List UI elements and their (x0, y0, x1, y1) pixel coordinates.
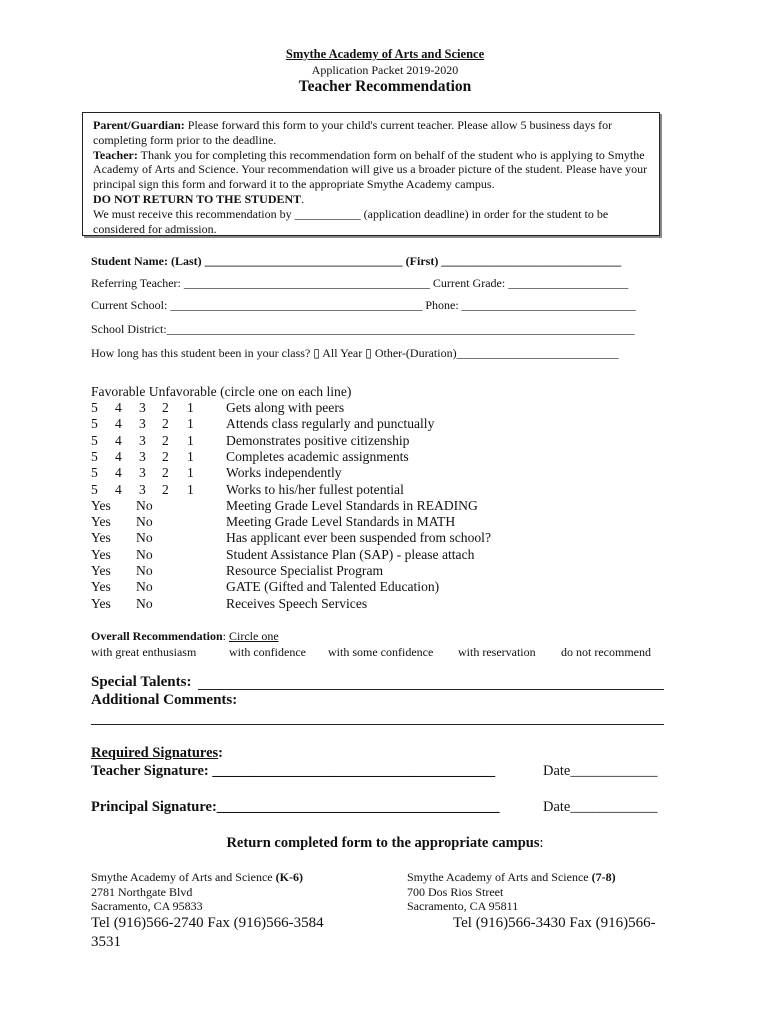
yes-option[interactable]: Yes (91, 579, 111, 595)
rating-score-option[interactable]: 1 (187, 465, 194, 481)
rating-score-option[interactable]: 2 (162, 448, 169, 464)
rating-score-option[interactable]: 2 (162, 432, 169, 448)
required-signatures-heading: Required Signatures: (91, 745, 224, 761)
rating-score-option[interactable]: 3 (139, 481, 146, 497)
principal-date-field[interactable]: Date____________ (543, 799, 658, 815)
campus-78-address: Smythe Academy of Arts and Science (7-8) 700 Dos Rios Street Sacramento, CA 95811 (407, 870, 616, 914)
rating-score-option[interactable]: 1 (187, 432, 194, 448)
page-title: Teacher Recommendation (298, 78, 472, 95)
yesno-criterion-label: Has applicant ever been suspended from school? (226, 530, 491, 546)
campus-k6-address: Smythe Academy of Arts and Science (K-6) 2781 Northgate Blvd Sacramento, CA 95833 (91, 870, 303, 914)
no-option[interactable]: No (136, 595, 153, 611)
rating-criterion-label: Works to his/her fullest potential (226, 481, 404, 497)
yesno-criterion-label: Receives Speech Services (226, 595, 368, 611)
rating-score-option[interactable]: 1 (187, 416, 194, 432)
do-not-return-notice: DO NOT RETURN TO THE STUDENT. (93, 191, 305, 206)
rating-score-option[interactable]: 2 (162, 481, 169, 497)
rating-criterion-label: Attends class regularly and punctually (226, 416, 435, 432)
rating-score-option[interactable]: 4 (115, 400, 122, 415)
yesno-criterion-label: Resource Specialist Program (226, 563, 384, 578)
teacher-date-field[interactable]: Date____________ (543, 763, 658, 779)
rating-score-option[interactable]: 4 (115, 481, 122, 497)
rating-criterion-label: Completes academic assignments (226, 448, 409, 464)
yesno-criterion-label: GATE (Gifted and Talented Education) (226, 579, 440, 595)
yes-option[interactable]: Yes (91, 514, 111, 530)
rating-score-option[interactable]: 2 (162, 400, 169, 415)
rating-score-option[interactable]: 4 (115, 416, 122, 432)
deadline-text: We must receive this recommendation by ___________ (application deadline) in order for the student to be considered for admission. (93, 206, 609, 236)
packet-label: Application Packet 2019-2020 (311, 63, 459, 77)
overall-recommendation: Overall Recommendation: Circle one (91, 629, 279, 643)
rating-heading: Favorable Unfavorable (circle one on each line) (91, 384, 352, 399)
rating-grid (0, 400, 770, 620)
yes-option[interactable]: Yes (91, 595, 111, 611)
no-option[interactable]: No (136, 514, 153, 530)
rating-criterion-label: Gets along with peers (226, 400, 345, 415)
instructions-box (82, 112, 660, 236)
rating-score-option[interactable]: 4 (115, 448, 122, 464)
yesno-criterion-label: Meeting Grade Level Standards in READING (226, 497, 478, 513)
yes-option[interactable]: Yes (91, 546, 111, 562)
rating-score-option[interactable]: 3 (139, 416, 146, 432)
yes-option[interactable]: Yes (91, 497, 111, 513)
school-name: Smythe Academy of Arts and Science (285, 47, 485, 61)
rating-score-option[interactable]: 5 (91, 416, 98, 432)
special-talents-line[interactable] (198, 689, 664, 690)
referring-teacher-field[interactable]: Referring Teacher: _________________________________________ Current Grade: ____________________ (91, 276, 629, 290)
student-name-field[interactable]: Student Name: (Last) _________________________________ (First) ______________________________ (91, 254, 622, 268)
parent-text: Please forward this form to your child's current teacher. Please allow 5 business days for completing form prior to the deadline. (93, 118, 613, 147)
circle-one-instruction: Circle one (229, 629, 279, 643)
yesno-criterion-label: Student Assistance Plan (SAP) - please attach (226, 546, 475, 562)
no-option[interactable]: No (136, 563, 153, 578)
teacher-instructions (93, 148, 651, 192)
rating-criterion-label: Works independently (226, 465, 342, 481)
rating-criterion-label: Demonstrates positive citizenship (226, 432, 410, 448)
recommend-option[interactable]: with reservation (458, 645, 536, 659)
parent-label: Parent/Guardian: (93, 118, 185, 132)
rating-score-option[interactable]: 5 (91, 465, 98, 481)
recommend-option[interactable]: with confidence (229, 645, 306, 659)
campus-78-phone: Tel (916)566-3430 Fax (916)566- (453, 915, 656, 931)
rating-score-option[interactable]: 4 (115, 432, 122, 448)
return-instructions: Return completed form to the appropriate campus: (226, 835, 544, 851)
yesno-criterion-label: Meeting Grade Level Standards in MATH (226, 514, 456, 530)
yes-option[interactable]: Yes (91, 563, 111, 578)
rating-score-option[interactable]: 2 (162, 465, 169, 481)
rating-score-option[interactable]: 1 (187, 400, 194, 415)
special-talents-label: Special Talents: (91, 674, 192, 690)
rating-score-option[interactable]: 3 (139, 432, 146, 448)
time-in-class-field[interactable]: How long has this student been in your class? ▯ All Year ▯ Other-(Duration)___________________________ (91, 346, 619, 360)
rating-score-option[interactable]: 3 (139, 400, 146, 415)
recommend-option[interactable]: with great enthusiasm (91, 645, 197, 659)
rating-score-option[interactable]: 2 (162, 416, 169, 432)
no-option[interactable]: No (136, 579, 153, 595)
rating-score-option[interactable]: 1 (187, 448, 194, 464)
rating-score-option[interactable]: 5 (91, 481, 98, 497)
principal-signature-field[interactable]: Principal Signature:_______________________________________ (91, 799, 500, 815)
rating-score-option[interactable]: 5 (91, 432, 98, 448)
additional-comments-line[interactable] (91, 724, 664, 725)
no-option[interactable]: No (136, 530, 153, 546)
rating-score-option[interactable]: 1 (187, 481, 194, 497)
rating-score-option[interactable]: 3 (139, 465, 146, 481)
recommend-option[interactable]: with some confidence (328, 645, 434, 659)
teacher-label: Teacher: (93, 147, 138, 162)
rating-score-option[interactable]: 5 (91, 448, 98, 464)
yes-option[interactable]: Yes (91, 530, 111, 546)
parent-instructions (93, 118, 651, 148)
teacher-signature-field[interactable]: Teacher Signature: _______________________________________ (91, 763, 496, 779)
school-district-field[interactable]: School District:______________________________________________________________________________ (91, 322, 635, 336)
rating-score-option[interactable]: 4 (115, 465, 122, 481)
no-option[interactable]: No (136, 497, 153, 513)
current-school-field[interactable]: Current School: __________________________________________ Phone: _____________________________ (91, 298, 636, 312)
rating-score-option[interactable]: 5 (91, 400, 98, 415)
rating-score-option[interactable]: 3 (139, 448, 146, 464)
additional-comments-label: Additional Comments: (91, 692, 238, 708)
teacher-text: Thank you for completing this recommendation form on behalf of the student who is applying to Smythe Academy of Arts and Science. Your recommendation will give us a broader picture of the student. Please have your principal sign this form and forward it to the appropriate Smythe Academy campus. (93, 147, 648, 192)
campus-k6-phone: Tel (916)566-2740 Fax (916)566-3584 3531 (91, 915, 324, 950)
recommend-option[interactable]: do not recommend (561, 645, 651, 659)
no-option[interactable]: No (136, 546, 153, 562)
